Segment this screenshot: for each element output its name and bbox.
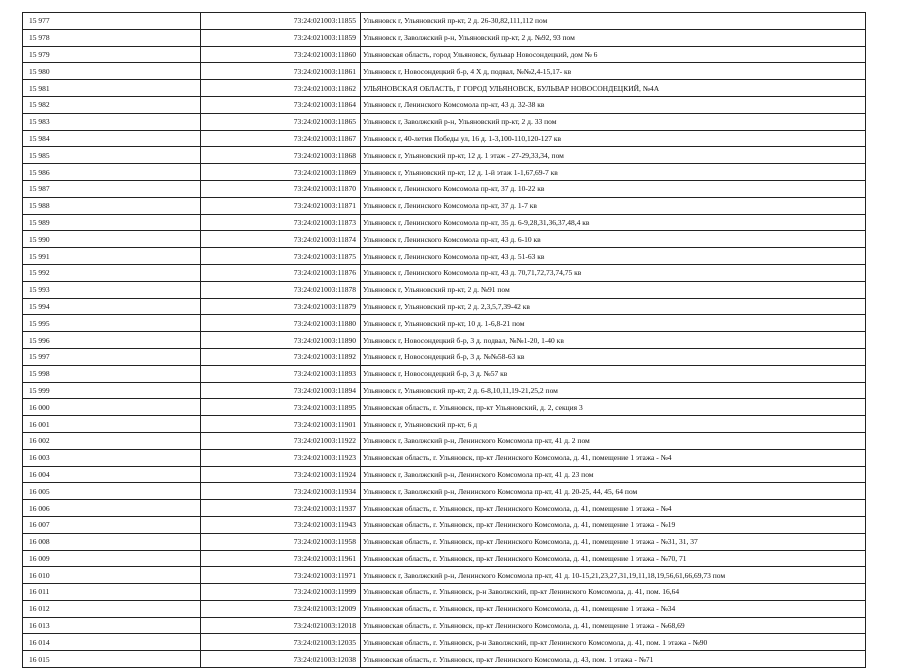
cadastral-number-cell: 73:24:021003:11937	[201, 500, 361, 517]
address-cell: Ульяновск г, Ленинского Комсомола пр-кт, 35 д. 6-9,28,31,36,37,48,4 кв	[361, 214, 866, 231]
cadastral-number-cell: 73:24:021003:12009	[201, 600, 361, 617]
row-number-cell: 16 014	[23, 634, 201, 651]
address-cell: Ульяновская область, г. Ульяновск, пр-кт Ленинского Комсомола, д. 41, помещение 1 этажа - №4	[361, 449, 866, 466]
address-cell: Ульяновская область, г. Ульяновск, р-н Заволжский, пр-кт Ленинского Комсомола, д. 41, пом. 16,64	[361, 584, 866, 601]
row-number-cell: 15 989	[23, 214, 201, 231]
cadastral-number-cell: 73:24:021003:11862	[201, 80, 361, 97]
row-number-cell: 15 990	[23, 231, 201, 248]
cadastral-number-cell: 73:24:021003:11924	[201, 466, 361, 483]
row-number-cell: 16 012	[23, 600, 201, 617]
cadastral-number-cell: 73:24:021003:11890	[201, 332, 361, 349]
cadastral-number-cell: 73:24:021003:11861	[201, 63, 361, 80]
table-row	[23, 399, 866, 416]
table-row	[23, 248, 866, 265]
row-number-cell: 15 985	[23, 147, 201, 164]
address-cell: Ульяновская область, город Ульяновск, бульвар Новосондецкий, дом № 6	[361, 46, 866, 63]
cadastral-number-cell: 73:24:021003:12018	[201, 617, 361, 634]
row-number-cell: 16 004	[23, 466, 201, 483]
table-row	[23, 113, 866, 130]
address-cell: Ульяновск г, Ульяновский пр-кт, 6 д	[361, 416, 866, 433]
address-cell: Ульяновская область, г. Ульяновск, пр-кт Ленинского Комсомола, д. 43, пом. 1 этажа - №71	[361, 651, 866, 668]
cadastral-number-cell: 73:24:021003:11971	[201, 567, 361, 584]
cadastral-number-cell: 73:24:021003:11922	[201, 432, 361, 449]
table-row	[23, 348, 866, 365]
address-cell: Ульяновская область, г. Ульяновск, пр-кт Ленинского Комсомола, д. 41, помещение 1 этажа - №68,69	[361, 617, 866, 634]
cadastral-number-cell: 73:24:021003:11864	[201, 96, 361, 113]
address-cell: Ульяновск г, Ульяновский пр-кт, 2 д. №91 пом	[361, 281, 866, 298]
row-number-cell: 16 000	[23, 399, 201, 416]
cadastral-number-cell: 73:24:021003:11901	[201, 416, 361, 433]
cadastral-number-cell: 73:24:021003:11869	[201, 164, 361, 181]
cadastral-number-cell: 73:24:021003:12035	[201, 634, 361, 651]
address-cell: Ульяновская область, г. Ульяновск, пр-кт Ленинского Комсомола, д. 41, помещение 1 этажа - №4	[361, 500, 866, 517]
table-row	[23, 13, 866, 30]
row-number-cell: 16 005	[23, 483, 201, 500]
address-cell: Ульяновск г, Заволжский р-н, Ленинского Комсомола пр-кт, 41 д. 23 пом	[361, 466, 866, 483]
address-cell: Ульяновск г, Ленинского Комсомола пр-кт, 43 д. 32-38 кв	[361, 96, 866, 113]
cadastral-number-cell: 73:24:021003:12038	[201, 651, 361, 668]
row-number-cell: 15 993	[23, 281, 201, 298]
table-row	[23, 617, 866, 634]
row-number-cell: 15 998	[23, 365, 201, 382]
row-number-cell: 15 999	[23, 382, 201, 399]
cadastral-number-cell: 73:24:021003:11893	[201, 365, 361, 382]
cadastral-number-cell: 73:24:021003:11870	[201, 180, 361, 197]
address-cell: Ульяновск г, Новосондецкий б-р, 4 Х д, подвал, №№2,4-15,17- кв	[361, 63, 866, 80]
address-cell: Ульяновск г, Ульяновский пр-кт, 10 д. 1-6,8-21 пом	[361, 315, 866, 332]
table-row	[23, 651, 866, 668]
row-number-cell: 15 979	[23, 46, 201, 63]
cadastral-number-cell: 73:24:021003:11860	[201, 46, 361, 63]
row-number-cell: 15 997	[23, 348, 201, 365]
address-cell: Ульяновская область, г. Ульяновск, пр-кт Ленинского Комсомола, д. 41, помещение 1 этажа - №31, 31, 37	[361, 533, 866, 550]
row-number-cell: 15 994	[23, 298, 201, 315]
table-row	[23, 264, 866, 281]
address-cell: Ульяновская область, г. Ульяновск, р-н Заволжский, пр-кт Ленинского Комсомола, д. 41, пом. 1 этажа - №90	[361, 634, 866, 651]
row-number-cell: 15 977	[23, 13, 201, 30]
address-cell: Ульяновская область, г. Ульяновск, пр-кт Ленинского Комсомола, д. 41, помещение 1 этажа - №19	[361, 516, 866, 533]
table-row	[23, 500, 866, 517]
row-number-cell: 15 982	[23, 96, 201, 113]
row-number-cell: 16 015	[23, 651, 201, 668]
address-cell: Ульяновск г, Ульяновский пр-кт, 12 д. 1-й этаж 1-1,67,69-7 кв	[361, 164, 866, 181]
table-row	[23, 600, 866, 617]
cadastral-number-cell: 73:24:021003:11878	[201, 281, 361, 298]
table-row	[23, 416, 866, 433]
address-cell: Ульяновск г, Заволжский р-н, Ленинского Комсомола пр-кт, 41 д. 20-25, 44, 45, 64 пом	[361, 483, 866, 500]
table-body	[23, 13, 866, 668]
address-cell: Ульяновск г, Заволжский р-н, Ульяновский пр-кт, 2 д. 33 пом	[361, 113, 866, 130]
row-number-cell: 15 983	[23, 113, 201, 130]
row-number-cell: 15 996	[23, 332, 201, 349]
table-row	[23, 466, 866, 483]
cadastral-number-cell: 73:24:021003:11855	[201, 13, 361, 30]
row-number-cell: 15 992	[23, 264, 201, 281]
cadastral-number-cell: 73:24:021003:11943	[201, 516, 361, 533]
row-number-cell: 15 988	[23, 197, 201, 214]
table-row	[23, 214, 866, 231]
table-row	[23, 80, 866, 97]
cadastral-number-cell: 73:24:021003:11876	[201, 264, 361, 281]
cadastral-number-cell: 73:24:021003:11867	[201, 130, 361, 147]
row-number-cell: 16 008	[23, 533, 201, 550]
address-cell: Ульяновская область, г. Ульяновск, пр-кт Ленинского Комсомола, д. 41, помещение 1 этажа - №70, 71	[361, 550, 866, 567]
table-row	[23, 567, 866, 584]
row-number-cell: 16 013	[23, 617, 201, 634]
table-row	[23, 483, 866, 500]
address-cell: Ульяновск г, Ленинского Комсомола пр-кт, 43 д. 51-63 кв	[361, 248, 866, 265]
cadastral-number-cell: 73:24:021003:11874	[201, 231, 361, 248]
cadastral-number-cell: 73:24:021003:11873	[201, 214, 361, 231]
cadastral-number-cell: 73:24:021003:11934	[201, 483, 361, 500]
table-row	[23, 63, 866, 80]
cadastral-number-cell: 73:24:021003:11895	[201, 399, 361, 416]
table-row	[23, 634, 866, 651]
cadastral-number-cell: 73:24:021003:11859	[201, 29, 361, 46]
table-row	[23, 550, 866, 567]
cadastral-number-cell: 73:24:021003:11865	[201, 113, 361, 130]
address-cell: Ульяновск г, 40-летия Победы ул, 16 д. 1-3,100-110,120-127 кв	[361, 130, 866, 147]
table-row	[23, 130, 866, 147]
cadastral-number-cell: 73:24:021003:11923	[201, 449, 361, 466]
address-cell: Ульяновск г, Ленинского Комсомола пр-кт, 37 д. 10-22 кв	[361, 180, 866, 197]
table-row	[23, 180, 866, 197]
address-cell: Ульяновск г, Новосондецкий б-р, 3 д. №№58-63 кв	[361, 348, 866, 365]
row-number-cell: 15 987	[23, 180, 201, 197]
cadastral-number-cell: 73:24:021003:11894	[201, 382, 361, 399]
table-row	[23, 332, 866, 349]
address-cell: Ульяновск г, Ленинского Комсомола пр-кт, 43 д. 6-10 кв	[361, 231, 866, 248]
row-number-cell: 16 011	[23, 584, 201, 601]
cadastral-number-cell: 73:24:021003:11961	[201, 550, 361, 567]
document-table	[22, 12, 866, 668]
table-row	[23, 365, 866, 382]
cadastral-number-cell: 73:24:021003:11892	[201, 348, 361, 365]
address-cell: Ульяновская область, г. Ульяновск, пр-кт Ленинского Комсомола, д. 41, помещение 1 этажа - №34	[361, 600, 866, 617]
table-row	[23, 231, 866, 248]
address-cell: Ульяновск г, Заволжский р-н, Ленинского Комсомола пр-кт, 41 д. 2 пом	[361, 432, 866, 449]
address-cell: УЛЬЯНОВСКАЯ ОБЛАСТЬ, Г ГОРОД УЛЬЯНОВСК, БУЛЬВАР НОВОСОНДЕЦКИЙ, №4А	[361, 80, 866, 97]
row-number-cell: 15 995	[23, 315, 201, 332]
address-cell: Ульяновск г, Ульяновский пр-кт, 2 д. 26-30,82,111,112 пом	[361, 13, 866, 30]
row-number-cell: 16 001	[23, 416, 201, 433]
table-row	[23, 96, 866, 113]
cadastral-number-cell: 73:24:021003:11868	[201, 147, 361, 164]
row-number-cell: 16 003	[23, 449, 201, 466]
table-row	[23, 281, 866, 298]
cadastral-number-cell: 73:24:021003:11879	[201, 298, 361, 315]
row-number-cell: 16 009	[23, 550, 201, 567]
address-cell: Ульяновская область, г. Ульяновск, пр-кт Ульяновский, д. 2, секция 3	[361, 399, 866, 416]
cadastral-number-cell: 73:24:021003:11880	[201, 315, 361, 332]
row-number-cell: 15 980	[23, 63, 201, 80]
table-row	[23, 533, 866, 550]
table-row	[23, 315, 866, 332]
table-row	[23, 432, 866, 449]
address-cell: Ульяновск г, Ульяновский пр-кт, 2 д. 6-8,10,11,19-21,25,2 пом	[361, 382, 866, 399]
table-row	[23, 29, 866, 46]
address-cell: Ульяновск г, Ульяновский пр-кт, 2 д. 2,3,5,7,39-42 кв	[361, 298, 866, 315]
row-number-cell: 16 006	[23, 500, 201, 517]
table-row	[23, 516, 866, 533]
address-cell: Ульяновск г, Новосондецкий б-р, 3 д. №57 кв	[361, 365, 866, 382]
table-row	[23, 147, 866, 164]
table-row	[23, 449, 866, 466]
table-row	[23, 164, 866, 181]
address-cell: Ульяновск г, Заволжский р-н, Ленинского Комсомола пр-кт, 41 д. 10-15,21,23,27,31,19,11,18,19,56,61,66,69,73 пом	[361, 567, 866, 584]
address-cell: Ульяновск г, Ленинского Комсомола пр-кт, 43 д. 70,71,72,73,74,75 кв	[361, 264, 866, 281]
table-row	[23, 298, 866, 315]
row-number-cell: 15 978	[23, 29, 201, 46]
cadastral-number-cell: 73:24:021003:11958	[201, 533, 361, 550]
row-number-cell: 16 010	[23, 567, 201, 584]
address-cell: Ульяновск г, Заволжский р-н, Ульяновский пр-кт, 2 д. №92, 93 пом	[361, 29, 866, 46]
address-cell: Ульяновск г, Новосондецкий б-р, 3 д. подвал, №№1-20, 1-40 кв	[361, 332, 866, 349]
table-row	[23, 197, 866, 214]
row-number-cell: 15 991	[23, 248, 201, 265]
row-number-cell: 16 007	[23, 516, 201, 533]
address-cell: Ульяновск г, Ульяновский пр-кт, 12 д. 1 этаж - 27-29,33,34, пом	[361, 147, 866, 164]
table-row	[23, 584, 866, 601]
address-cell: Ульяновск г, Ленинского Комсомола пр-кт, 37 д. 1-7 кв	[361, 197, 866, 214]
row-number-cell: 16 002	[23, 432, 201, 449]
row-number-cell: 15 981	[23, 80, 201, 97]
row-number-cell: 15 984	[23, 130, 201, 147]
cadastral-number-cell: 73:24:021003:11871	[201, 197, 361, 214]
row-number-cell: 15 986	[23, 164, 201, 181]
table-row	[23, 46, 866, 63]
cadastral-number-cell: 73:24:021003:11999	[201, 584, 361, 601]
table-row	[23, 382, 866, 399]
cadastral-number-cell: 73:24:021003:11875	[201, 248, 361, 265]
